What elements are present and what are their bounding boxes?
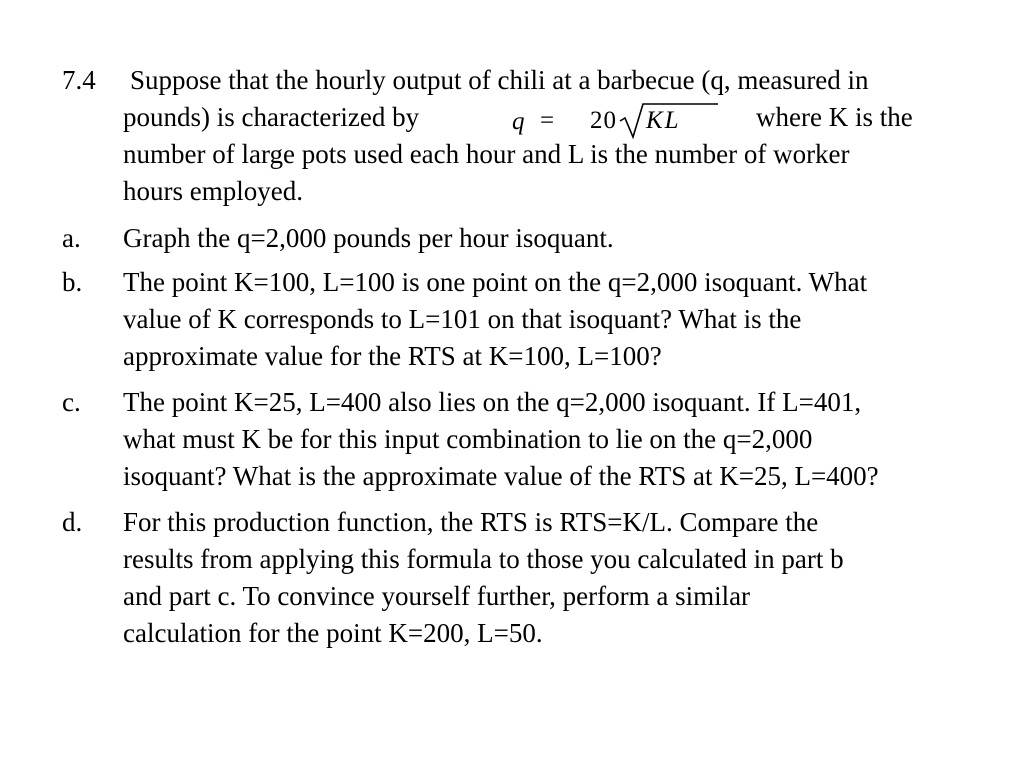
part-c-line-1 [62,384,1002,421]
part-d [62,504,1002,652]
part-text-line: and part c. To convince yourself further, perform a similar [123,581,751,611]
part-d-line-2 [62,541,1002,578]
part-text-line: For this production function, the RTS is RTS=K/L. Compare the [123,507,819,537]
part-label: c. [62,387,81,417]
part-d-line-1 [62,504,1002,541]
part-a-line-1 [62,220,1002,257]
production-function-formula [512,101,722,141]
problem-line-3 [62,136,1002,173]
part-b-line-2 [62,301,1002,338]
problem-text-line: number of large pots used each hour and L is the number of worker [123,139,850,169]
part-label: b. [62,267,83,297]
part-text-line: results from applying this formula to those you calculated in part b [123,544,844,574]
part-label: d. [62,507,83,537]
part-c-line-2 [62,421,1002,458]
part-c [62,384,1002,495]
part-text-line: what must K be for this input combination to lie on the q=2,000 [123,424,813,454]
formula-coefficient: 20 [590,107,617,134]
part-label: a. [62,223,81,253]
formula-equals: = [540,107,555,134]
formula-lhs: q [512,108,525,135]
part-c-line-3 [62,458,1002,495]
problem-text-line: hours employed. [123,176,303,206]
problem-line-1 [62,62,1002,99]
part-b [62,264,1002,375]
part-a [62,220,1002,257]
problem-text-line: Suppose that the hourly output of chili at a barbecue (q, measured in [130,65,869,95]
part-d-line-4 [62,615,1002,652]
part-text-line: The point K=25, L=400 also lies on the q=2,000 isoquant. If L=401, [123,387,862,417]
problem-text-line: pounds) is characterized by [123,102,420,132]
formula-radicand: KL [646,107,681,134]
part-d-line-3 [62,578,1002,615]
part-text-line: Graph the q=2,000 pounds per hour isoquant. [123,223,614,253]
part-b-line-1 [62,264,1002,301]
problem-line-4 [62,173,1002,210]
part-text-line: The point K=100, L=100 is one point on the q=2,000 isoquant. What [123,267,868,297]
problem-number: 7.4 [62,65,96,95]
part-text-line: value of K corresponds to L=101 on that isoquant? What is the [123,304,802,334]
formula-trailing-text: where K is the [756,102,913,132]
part-text-line: calculation for the point K=200, L=50. [123,618,543,648]
part-text-line: approximate value for the RTS at K=100, L=100? [123,341,662,371]
part-b-line-3 [62,338,1002,375]
part-text-line: isoquant? What is the approximate value of the RTS at K=25, L=400? [123,461,879,491]
